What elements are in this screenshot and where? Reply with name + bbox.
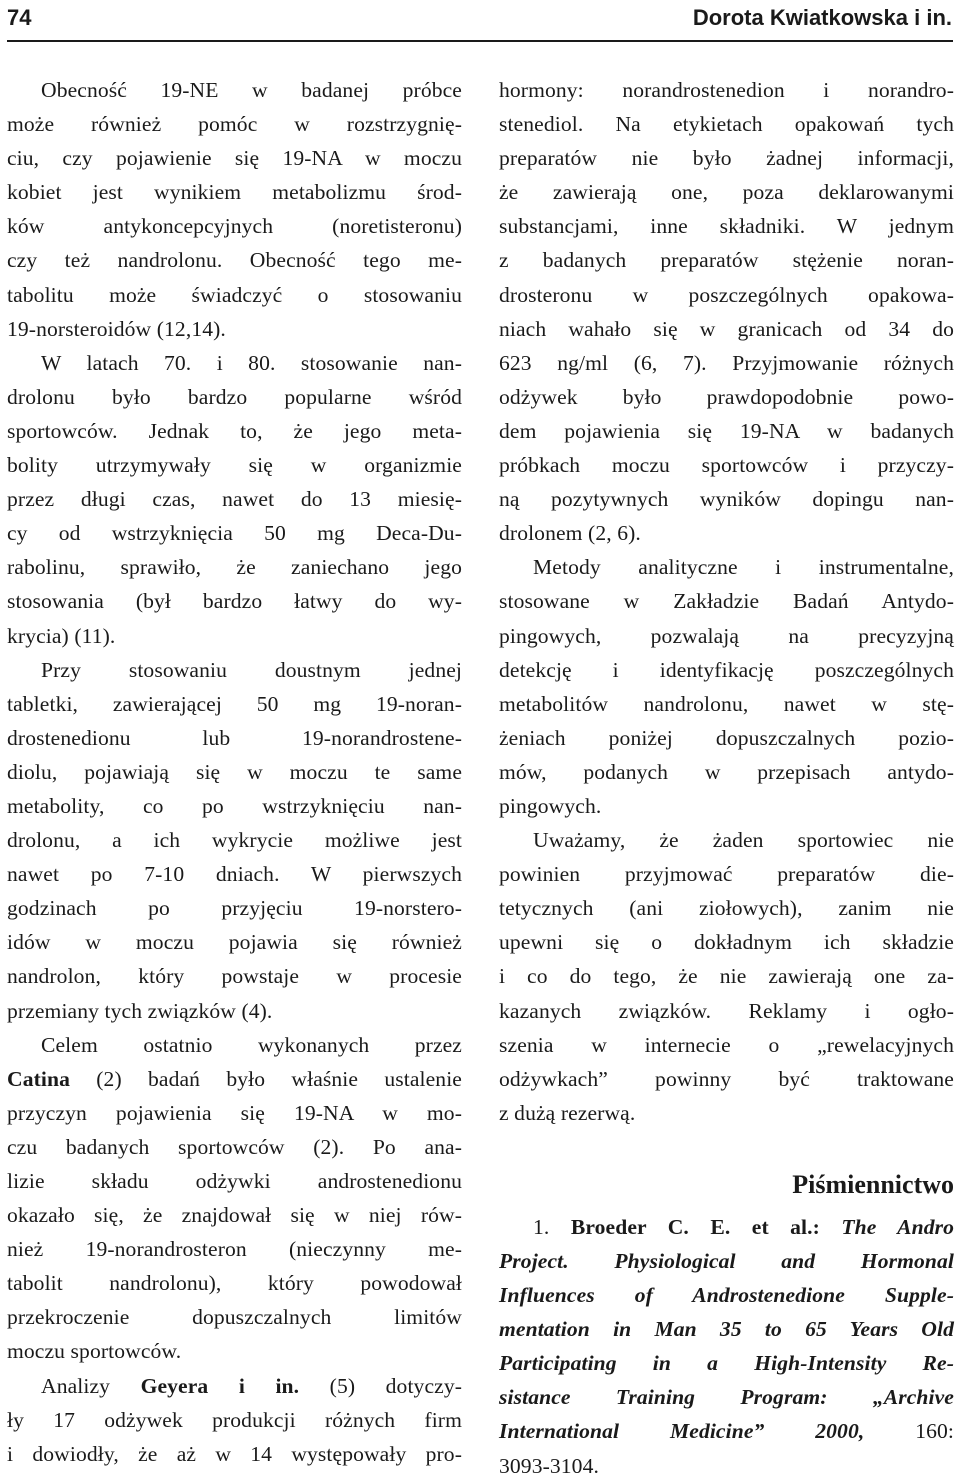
text-line: niach wahało się w granicach od 34 do <box>499 316 954 341</box>
text-line: przemiany tych związków (4). <box>7 998 273 1023</box>
paragraph-6 <box>499 73 954 550</box>
text-line: i dowiodły, że aż w 14 występowały pro- <box>7 1441 462 1466</box>
text-line <box>499 1414 954 1448</box>
text-line: nież 19-norandrosteron (nieczynny me- <box>7 1237 462 1262</box>
text-line <box>7 1369 462 1403</box>
page-number: 74 <box>7 5 32 30</box>
text-line: detekcję i identyfikację poszczególnych <box>499 657 954 682</box>
reference-title-line: Project. Physiological and Hormonal <box>499 1249 954 1273</box>
text-line: przez długi czas, nawet do 13 miesię- <box>7 487 462 512</box>
reference-journal: International Medicine” 2000, <box>499 1419 865 1444</box>
paragraph-1 <box>7 73 462 346</box>
text-line: czy też nandrolonu. Obecność tego me- <box>7 248 462 273</box>
text-line: drolonu było bardzo popularne wśród <box>7 384 462 409</box>
text-line <box>499 1210 954 1244</box>
text-line: tabolit nandrolonu), który powodował <box>7 1271 462 1296</box>
text-line: 623 ng/ml (6, 7). Przyjmowanie różnych <box>499 350 954 375</box>
text-line: drolonu, a ich wykrycie możliwe jest <box>7 828 462 853</box>
reference-volume: 160: <box>864 1419 954 1444</box>
text-line: przyczyn pojawienia się 19-NA w mo- <box>7 1100 462 1125</box>
reference-title-line: sistance Training Program: „Archive <box>499 1385 954 1410</box>
paragraph-2 <box>7 346 462 653</box>
text-line: tabolitu może świadczyć o stosowaniu <box>7 282 462 307</box>
text-line: odżywek było prawdopodobnie powo- <box>499 384 954 409</box>
text-line: stenediol. Na etykietach opakowań tych <box>499 112 954 137</box>
text-line: bolity utrzymywały się w organizmie <box>7 453 462 478</box>
text-line: nawet po 7-10 dniach. W pierwszych <box>7 862 462 887</box>
reference-title-line: Participating in a High-Intensity Re- <box>499 1351 954 1376</box>
text-line: tabletki, zawierającej 50 mg 19-noran- <box>7 691 462 716</box>
text-line <box>7 1062 462 1096</box>
text-line: stosowania (był bardzo łatwy do wy- <box>7 589 462 614</box>
text-line: godzinach po przyjęciu 19-norstero- <box>7 896 462 921</box>
text-line: z dużą rezerwą. <box>499 1100 636 1125</box>
text-line: i co do tego, że nie zawierają one za- <box>499 964 954 989</box>
text-line: z badanych preparatów stężenie noran- <box>499 248 954 273</box>
text-line: metabolitów nandrolonu, nawet w stę- <box>499 691 954 716</box>
references-heading: Piśmiennictwo <box>792 1169 954 1199</box>
text-line: idów w moczu pojawia się również <box>7 930 462 955</box>
reference-title-line: Influences of Androstenedione Supple- <box>499 1283 954 1308</box>
text-line: żeniach poniżej dopuszczalnych pozio- <box>499 725 954 750</box>
text-line: kobiet jest wynikiem metabolizmu środ- <box>7 180 462 205</box>
right-column <box>499 73 954 1483</box>
text-line: ną pozytywnych wyników dopingu nan- <box>499 487 954 512</box>
text-line: drosteronu w poszczególnych opakowa- <box>499 282 954 307</box>
paragraph-5 <box>7 1369 462 1471</box>
text-line: ciu, czy pojawienie się 19-NA w moczu <box>7 146 462 171</box>
text-line: Celem ostatnio wykonanych przez <box>41 1032 462 1057</box>
running-header-author: Dorota Kwiatkowska i in. <box>692 5 952 30</box>
reference-authors: Broeder C. E. et al.: <box>570 1214 820 1239</box>
text-line: preparatów nie było żadnej informacji, <box>499 146 954 171</box>
text-line: substancjami, inne składniki. W jednym <box>499 214 954 239</box>
paragraph-4 <box>7 1028 462 1369</box>
paragraph-3 <box>7 653 462 1028</box>
text-line: metabolity, co po wstrzyknięciu nan- <box>7 793 462 818</box>
text-line: ków antykoncepcyjnych (noretisteronu) <box>7 214 462 239</box>
reference-pages: 3093-3104. <box>499 1453 599 1478</box>
text-line: może również pomóc w rozstrzygnię- <box>7 112 462 137</box>
running-header <box>0 0 960 44</box>
text-line: Uważamy, że żaden sportowiec nie <box>533 828 954 853</box>
text-line: czu badanych sportowców (2). Po ana- <box>7 1134 462 1159</box>
text-line: lizie składu odżywki androstenedionu <box>7 1169 462 1193</box>
reference-title: The Andro <box>819 1214 954 1239</box>
text-line: odżywkach” powinny być traktowane <box>499 1066 954 1091</box>
text-line: powinien przyjmować preparatów die- <box>499 862 954 887</box>
text-line: rabolinu, sprawiło, że zaniechano jego <box>7 555 462 580</box>
text-line: cy od wstrzyknięcia 50 mg Deca-Du- <box>7 521 462 546</box>
text-segment: (2) badań było właśnie ustalenie <box>70 1066 462 1091</box>
text-line: okazało się, że znajdował się w niej rów- <box>7 1203 462 1228</box>
text-line: mów, podanych w przepisach antydo- <box>499 759 954 784</box>
text-line: pingowych, pozwalają na precyzyjną <box>499 623 954 648</box>
text-line: diolu, pojawiają się w moczu te same <box>7 759 462 784</box>
cited-author: Catina <box>7 1066 70 1091</box>
text-line: hormony: norandrostenedion i norandro- <box>499 78 954 102</box>
cited-author: Geyera i in. <box>140 1373 300 1398</box>
text-line: krycia) (11). <box>7 623 116 648</box>
text-segment: (5) dotyczy- <box>299 1373 463 1398</box>
text-line: przekroczenie dopuszczalnych limitów <box>7 1305 462 1330</box>
paragraph-7 <box>499 550 954 823</box>
text-line: próbkach moczu sportowców i przyczy- <box>499 453 954 478</box>
text-line: ły 17 odżywek produkcji różnych firm <box>7 1407 462 1432</box>
text-line: Obecność 19-NE w badanej próbce <box>41 78 462 102</box>
left-column <box>7 73 462 1471</box>
text-line: stosowane w Zakładzie Badań Antydo- <box>499 589 954 614</box>
text-line: drostenedionu lub 19-norandrostene- <box>7 725 462 750</box>
reference-1 <box>499 1210 954 1483</box>
header-rule <box>7 40 953 42</box>
text-line: drolonem (2, 6). <box>499 521 641 546</box>
text-line: pingowych. <box>499 793 602 818</box>
reference-title-line: mentation in Man 35 to 65 Years Old <box>499 1317 954 1342</box>
text-line: W latach 70. i 80. stosowanie nan- <box>41 350 462 375</box>
text-line: upewni się o dokładnym ich składzie <box>499 930 954 955</box>
reference-number: 1. <box>533 1214 571 1239</box>
text-line: Przy stosowaniu doustnym jednej <box>41 657 462 682</box>
text-line: tetycznych (ani ziołowych), zanim nie <box>499 896 954 921</box>
text-line: moczu sportowców. <box>7 1339 182 1364</box>
text-line: Metody analityczne i instrumentalne, <box>533 555 954 580</box>
text-line: 19-norsteroidów (12,14). <box>7 316 226 341</box>
paragraph-8 <box>499 823 954 1130</box>
text-line: szenia w internecie o „rewelacyjnych <box>499 1032 954 1057</box>
text-line: nandrolon, który powstaje w procesie <box>7 964 462 989</box>
text-line: kazanych związków. Reklamy i ogło- <box>499 998 954 1023</box>
text-line: dem pojawienia się 19-NA w badanych <box>499 418 954 443</box>
text-line: sportowców. Jednak to, że jego meta- <box>7 418 462 443</box>
text-line: że zawierają one, poza deklarowanymi <box>499 180 954 205</box>
text-segment: Analizy <box>41 1373 141 1398</box>
